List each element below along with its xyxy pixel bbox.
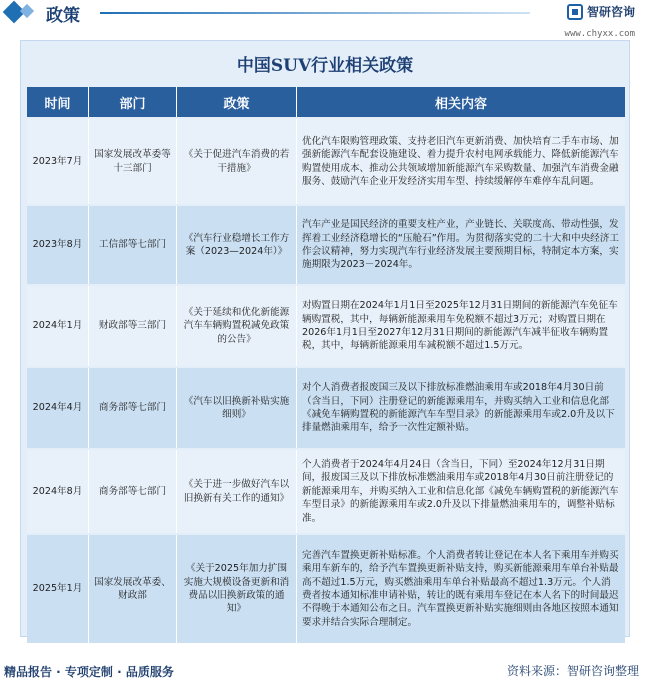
footer-source: 资料来源：智研咨询整理 xyxy=(506,664,639,678)
cell-dept: 国家发展改革委、财政部 xyxy=(89,535,177,643)
cell-time: 2023年7月 xyxy=(27,119,89,204)
header-diamond-small-icon xyxy=(20,4,34,18)
brand-name: 智研咨询 xyxy=(586,5,635,19)
table-row xyxy=(27,450,625,533)
cell-time: 2024年8月 xyxy=(27,450,89,533)
cell-time: 2024年4月 xyxy=(27,368,89,448)
table-row xyxy=(27,119,625,204)
cell-policy: 《关于促进汽车消费的若干措施》 xyxy=(177,119,297,204)
cell-time: 2023年8月 xyxy=(27,206,89,284)
table-row xyxy=(27,535,625,643)
cell-dept: 国家发展改革委等十三部门 xyxy=(89,119,177,204)
column-header-dept: 部门 xyxy=(89,87,177,117)
policy-card xyxy=(20,40,630,637)
column-header-content: 相关内容 xyxy=(297,87,625,117)
cell-content: 优化汽车限购管理政策、支持老旧汽车更新消费、加快培育二手车市场、加强新能源汽车配套设施建设、着力提升农村电网承载能力、降低新能源汽车购置使用成本、推动公共领域增加新能源汽车采购数量、加强汽车消费金融服务、鼓励汽车企业开发经济实用车型、持续缓解停车难停车乱问题。 xyxy=(297,119,625,204)
cell-content: 完善汽车置换更新补贴标准。个人消费者转让登记在本人名下乘用车并购买乘用车新车的，给予汽车置换更新补贴支持，购买新能源乘用车单台补贴最高不超过1.5万元，购买燃油乘用车单台补贴最高不超过1.3万元。个人消费者按本通知标准申请补贴，转让的既有乘用车登记在本人名下的时间最迟不得晚于本通知公布之日。汽车置换更新补贴实施细则由各地区按照本通知要求并结合实际合理制定。 xyxy=(297,535,625,643)
brand xyxy=(567,3,635,20)
cell-policy: 《汽车行业稳增长工作方案（2023—2024年）》 xyxy=(177,206,297,284)
table-title: 中国SUV行业相关政策 xyxy=(236,56,414,76)
column-header-policy: 政策 xyxy=(177,87,297,117)
cell-time: 2025年1月 xyxy=(27,535,89,643)
table-row xyxy=(27,206,625,284)
cell-content: 对个人消费者报废国三及以下排放标准燃油乘用车或2018年4月30日前（含当日，下同）注册登记的新能源乘用车，并购买纳入工业和信息化部《减免车辆购置税的新能源汽车车型目录》的新能源乘用车或2.0升及以下排量燃油乘用车，给予一次性定额补贴。 xyxy=(297,368,625,448)
cell-dept: 商务部等七部门 xyxy=(89,450,177,533)
page-footer xyxy=(0,658,647,681)
cell-dept: 财政部等三部门 xyxy=(89,286,177,366)
cell-policy: 《关于进一步做好汽车以旧换新有关工作的通知》 xyxy=(177,450,297,533)
cell-content: 对购置日期在2024年1月1日至2025年12月31日期间的新能源汽车免征车辆购置税，其中，每辆新能源乘用车免税额不超过3万元；对购置日期在2026年1月1日至2027年12月31日期间的新能源汽车减半征收车辆购置税，其中，每辆新能源乘用车减税额不超过1.5万元。 xyxy=(297,286,625,366)
page-header xyxy=(0,0,647,26)
cell-content: 汽车产业是国民经济的重要支柱产业，产业链长、关联度高、带动性强，发挥着工业经济稳增长的“压舱石”作用。为贯彻落实党的二十大和中央经济工作会议精神，努力实现汽车行业经济发展主要预期目标，特制定本方案，实施期限为2023－2024年。 xyxy=(297,206,625,284)
policy-table xyxy=(27,85,625,645)
table-row xyxy=(27,368,625,448)
column-header-time: 时间 xyxy=(27,87,89,117)
cell-time: 2024年1月 xyxy=(27,286,89,366)
footer-slogan: 精品报告 · 专项定制 · 品质服务 xyxy=(4,665,174,679)
cell-policy: 《汽车以旧换新补贴实施细则》 xyxy=(177,368,297,448)
site-url: www.chyxx.com xyxy=(564,29,635,39)
cell-policy: 《关于2025年加力扩围实施大规模设备更新和消费品以旧换新政策的通知》 xyxy=(177,535,297,643)
cell-content: 个人消费者于2024年4月24日（含当日，下同）至2024年12月31日期间，报废国三及以下排放标准燃油乘用车或2018年4月30日前注册登记的新能源乘用车，并购买纳入工业和信息化部《减免车辆购置税的新能源汽车车型目录》的新能源乘用车或2.0升及以下排量燃油乘用车的，调整补贴标准。 xyxy=(297,450,625,533)
brand-logo-icon xyxy=(567,4,583,20)
cell-dept: 商务部等七部门 xyxy=(89,368,177,448)
table-row xyxy=(27,286,625,366)
section-title: 政策 xyxy=(46,6,80,26)
table-header-row xyxy=(27,87,625,117)
header-divider xyxy=(100,12,530,14)
cell-dept: 工信部等七部门 xyxy=(89,206,177,284)
cell-policy: 《关于延续和优化新能源汽车车辆购置税减免政策的公告》 xyxy=(177,286,297,366)
